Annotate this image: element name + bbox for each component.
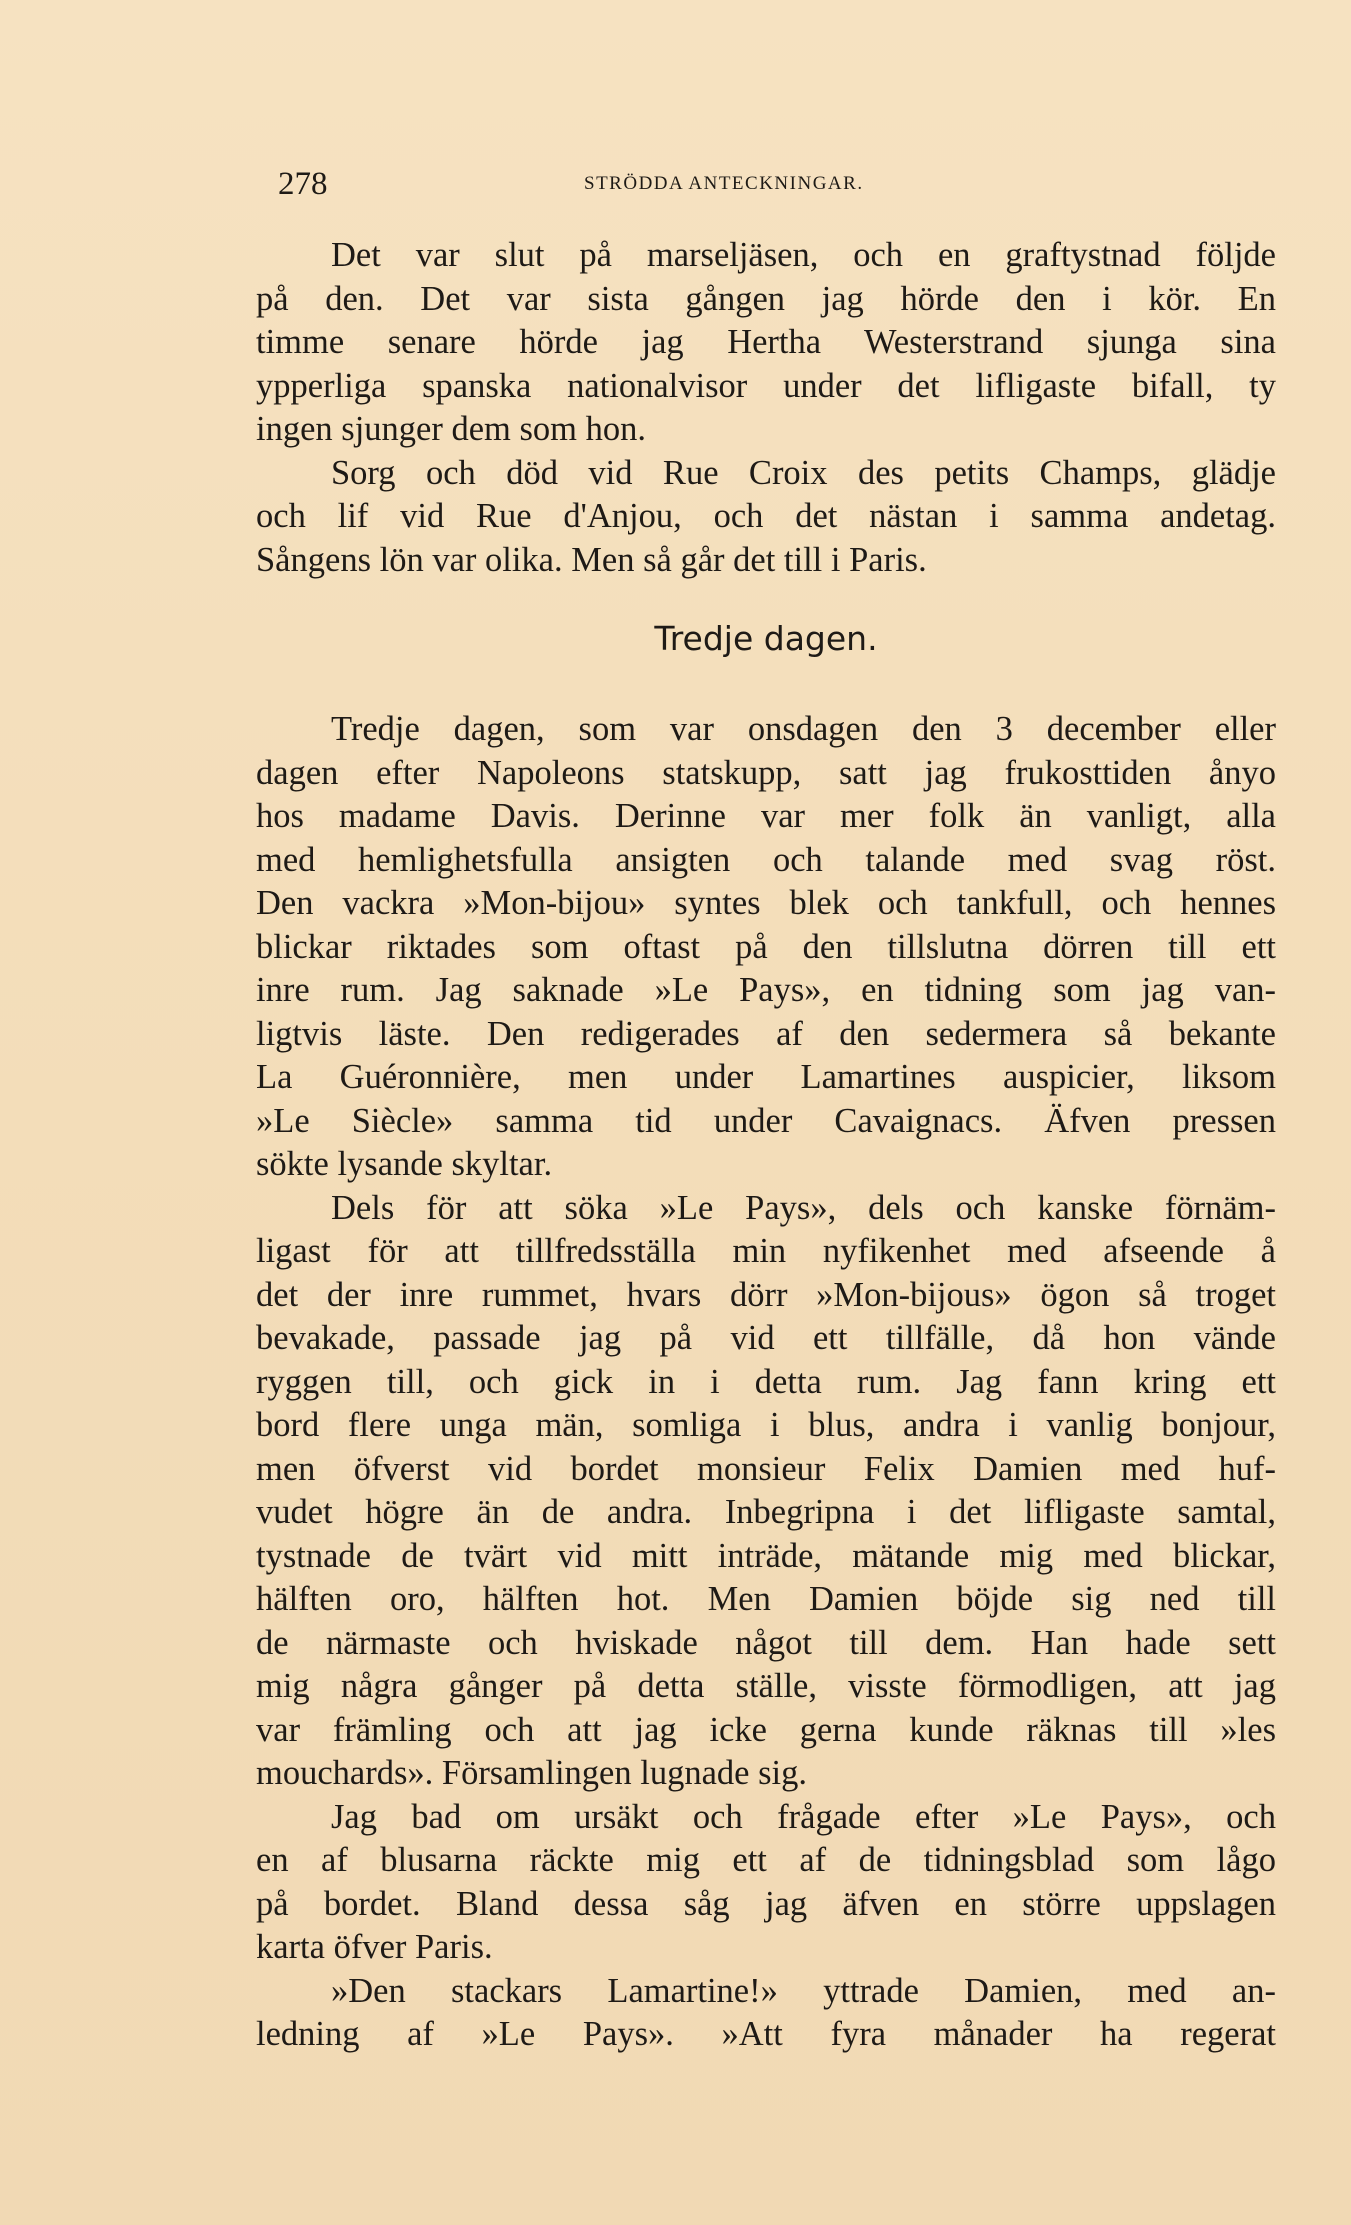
text-line: ryggen till, och gick in i detta rum. Jag fann kring ett (256, 1362, 1276, 1401)
text-line: det der inre rummet, hvars dörr »Mon-bijous» ögon så troget (256, 1275, 1276, 1314)
text-line: var främling och att jag icke gerna kunde räknas till »les (256, 1710, 1276, 1749)
text-line: karta öfver Paris. (256, 1928, 493, 1966)
text-line: ligtvis läste. Den redigerades af den sedermera så bekante (256, 1014, 1276, 1053)
text-line: Dels för att söka »Le Pays», dels och kanske förnäm- (331, 1188, 1276, 1227)
page-header (278, 162, 1278, 206)
text-line: Det var slut på marseljäsen, och en graftystnad följde (331, 236, 1276, 274)
text-line: en af blusarna räckte mig ett af de tidningsblad som lågo (256, 1841, 1276, 1879)
text-line: inre rum. Jag saknade »Le Pays», en tidning som jag van- (256, 971, 1276, 1009)
body-text (256, 234, 1276, 2057)
page-number: 278 (278, 166, 328, 202)
text-line: mouchards». Församlingen lugnade sig. (256, 1754, 807, 1792)
text-line: mig några gånger på detta ställe, visste förmodligen, att jag (256, 1667, 1276, 1705)
text-line: hos madame Davis. Derinne var mer folk än vanligt, alla (256, 797, 1276, 835)
text-line: dagen efter Napoleons statskupp, satt jag frukosttiden ånyo (256, 753, 1276, 792)
text-line: Tredje dagen, som var onsdagen den 3 december eller (331, 710, 1276, 748)
text-line: sökte lysande skyltar. (256, 1145, 553, 1183)
text-line: ypperliga spanska nationalvisor under det lifligaste bifall, ty (256, 366, 1276, 405)
text-line: de närmaste och hviskade något till dem. Han hade sett (256, 1623, 1276, 1662)
text-line: på den. Det var sista gången jag hörde den i kör. En (256, 279, 1276, 318)
text-line: bord flere unga män, somliga i blus, andra i vanlig bonjour, (256, 1406, 1276, 1444)
text-line: La Guéronnière, men under Lamartines auspicier, liksom (256, 1058, 1276, 1096)
running-title: STRÖDDA ANTECKNINGAR. (584, 173, 864, 194)
text-line: och lif vid Rue d'Anjou, och det nästan i samma andetag. (256, 497, 1276, 535)
text-line: bevakade, passade jag på vid ett tillfälle, då hon vände (256, 1319, 1276, 1357)
text-line: Sorg och död vid Rue Croix des petits Champs, glädje (331, 453, 1276, 492)
text-line: men öfverst vid bordet monsieur Felix Damien med huf- (256, 1449, 1276, 1488)
text-line: ingen sjunger dem som hon. (256, 410, 646, 448)
text-line: blickar riktades som oftast på den tillslutna dörren till ett (256, 927, 1276, 966)
text-line: Sångens lön var olika. Men så går det till i Paris. (256, 540, 927, 579)
text-line: ledning af »Le Pays». »Att fyra månader ha regerat (256, 2015, 1276, 2053)
text-line: med hemlighetsfulla ansigten och talande med svag röst. (256, 840, 1276, 879)
text-line: »Le Siècle» samma tid under Cavaignacs. Äfven pressen (256, 1101, 1276, 1140)
text-line: timme senare hörde jag Hertha Westerstrand sjunga sina (256, 323, 1276, 361)
text-line: vudet högre än de andra. Inbegripna i det lifligaste samtal, (256, 1493, 1276, 1531)
text-line: på bordet. Bland dessa såg jag äfven en större uppslagen (256, 1884, 1276, 1923)
text-line: hälften oro, hälften hot. Men Damien böjde sig ned till (256, 1580, 1276, 1618)
text-line: »Den stackars Lamartine!» yttrade Damien, med an- (331, 1971, 1276, 2010)
text-line: ligast för att tillfredsställa min nyfikenhet med afseende å (256, 1232, 1276, 1270)
text-line: Jag bad om ursäkt och frågade efter »Le Pays», och (331, 1797, 1276, 1836)
section-heading: Tredje dagen. (654, 619, 878, 658)
text-line: tystnade de tvärt vid mitt inträde, mätande mig med blickar, (256, 1536, 1276, 1575)
text-line: Den vackra »Mon-bijou» syntes blek och tankfull, och hennes (256, 884, 1276, 922)
